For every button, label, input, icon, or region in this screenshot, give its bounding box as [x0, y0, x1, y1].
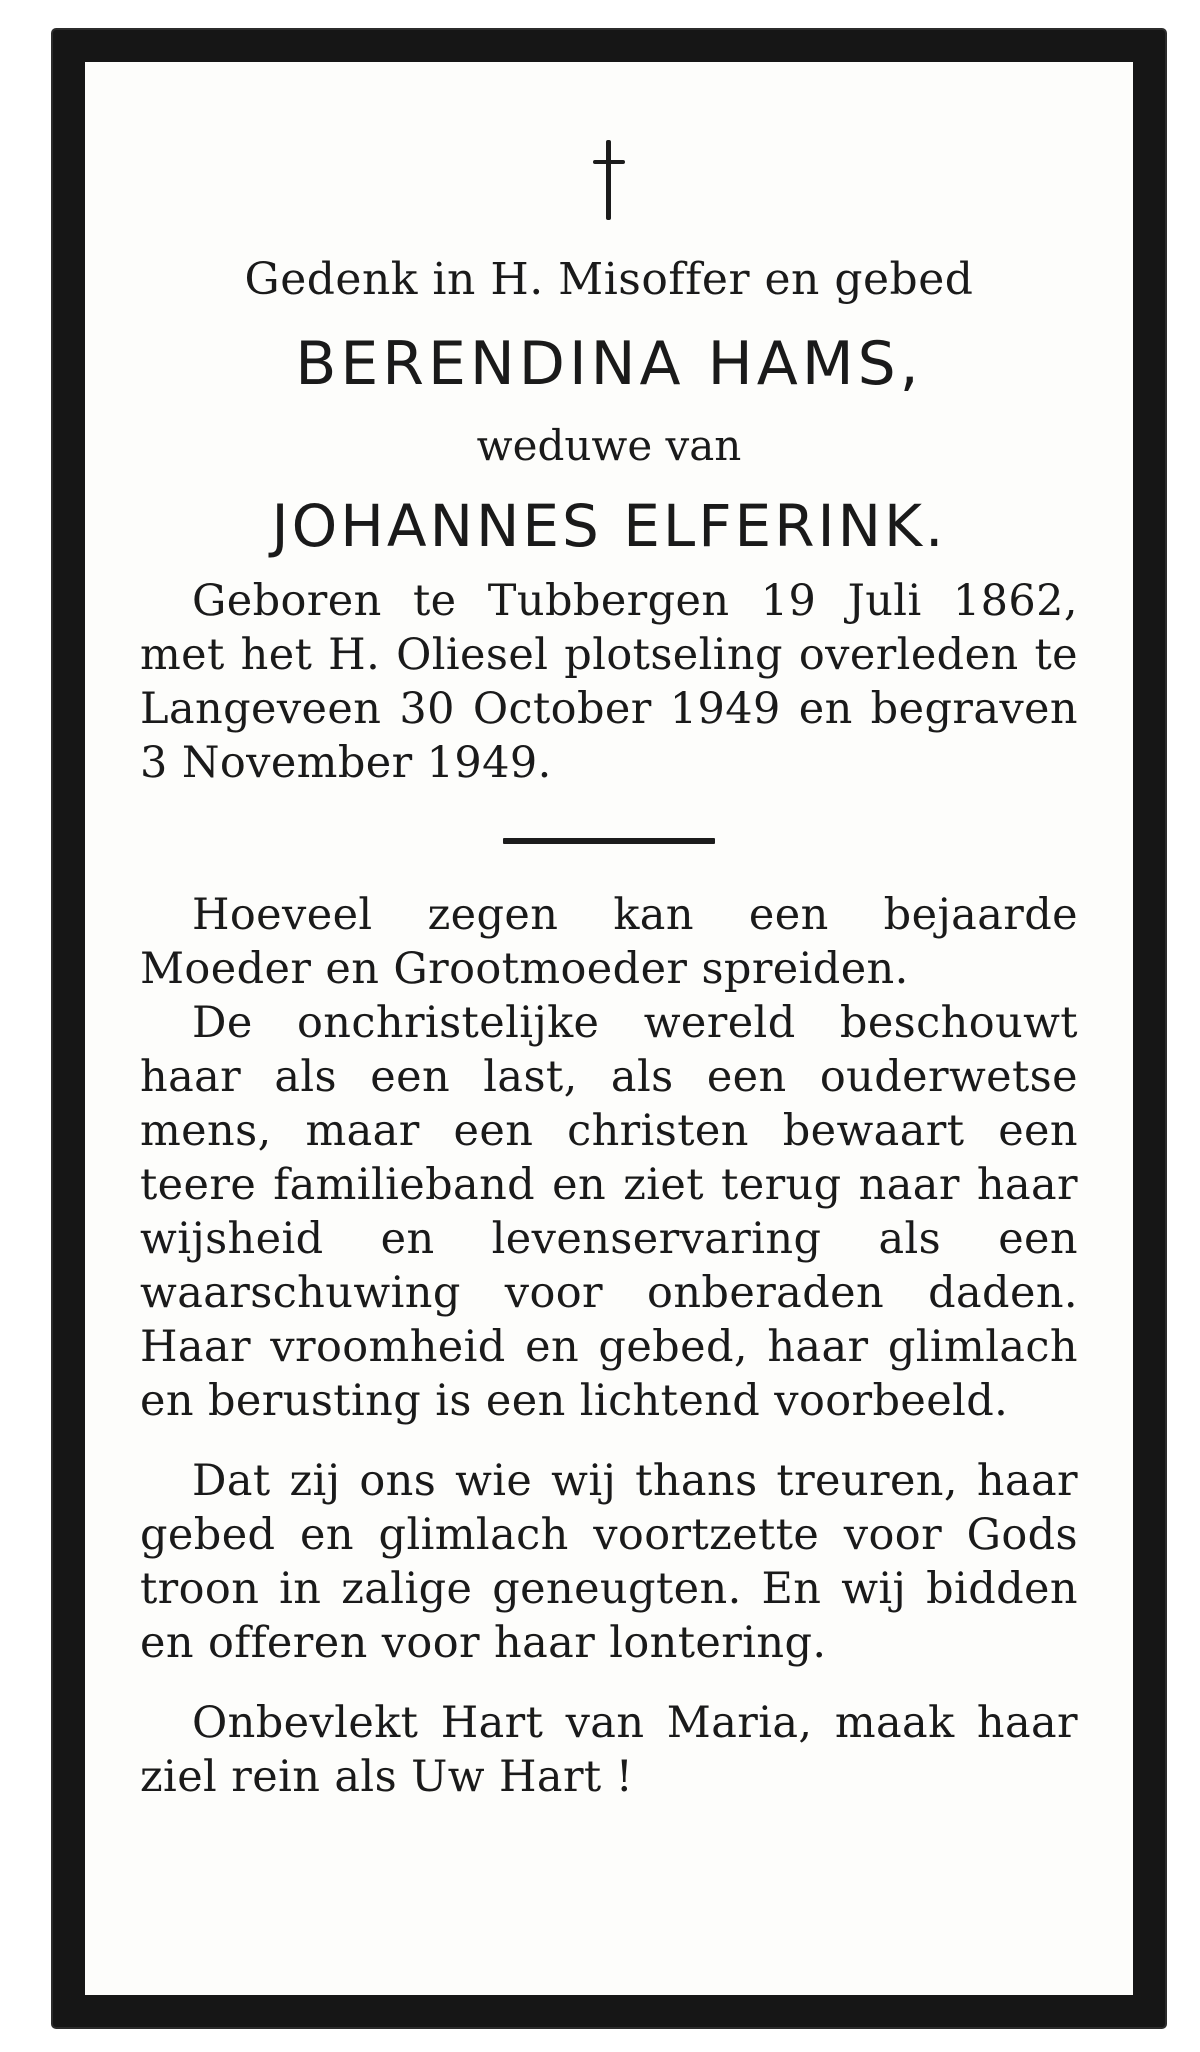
divider-rule [503, 838, 715, 844]
paragraph-2: De onchristelijke wereld beschouwt haar als een last, als een ouderwetse mens, maar een christen bewaart een teere familieband en ziet terug naar haar wijsheid en levenservaring als een waarschuwing voor onberaden daden. Haar vroomheid en gebed, haar glimlach en berusting is een lichtend voorbeeld. [140, 998, 1078, 1426]
memorial-card [53, 30, 1165, 2027]
paragraph-1: Hoeveel zegen kan een bejaarde Moeder en Grootmoeder spreiden. [140, 890, 1078, 994]
life-details: Geboren te Tubbergen 19 Juli 1862, met het H. Oliesel plotseling overleden te Langeveen 30 October 1949 en begraven 3 November 1949. [140, 576, 1078, 788]
closing-prayer: Onbevlekt Hart van Maria, maak haar ziel rein als Uw Hart ! [140, 1698, 1078, 1802]
widow-of-label: weduwe van [476, 421, 742, 470]
deceased-name: BERENDINA HAMS, [295, 329, 923, 399]
paragraph-3: Dat zij ons wie wij thans treuren, haar gebed en glimlach voortzette voor Gods troon in zalige geneugten. En wij bidden en offeren voor haar lontering. [140, 1456, 1078, 1668]
intro-line: Gedenk in H. Misoffer en gebed [244, 254, 974, 305]
cross-icon [591, 140, 627, 220]
card-content [85, 62, 1133, 1995]
spouse-name: JOHANNES ELFERINK. [271, 492, 947, 560]
